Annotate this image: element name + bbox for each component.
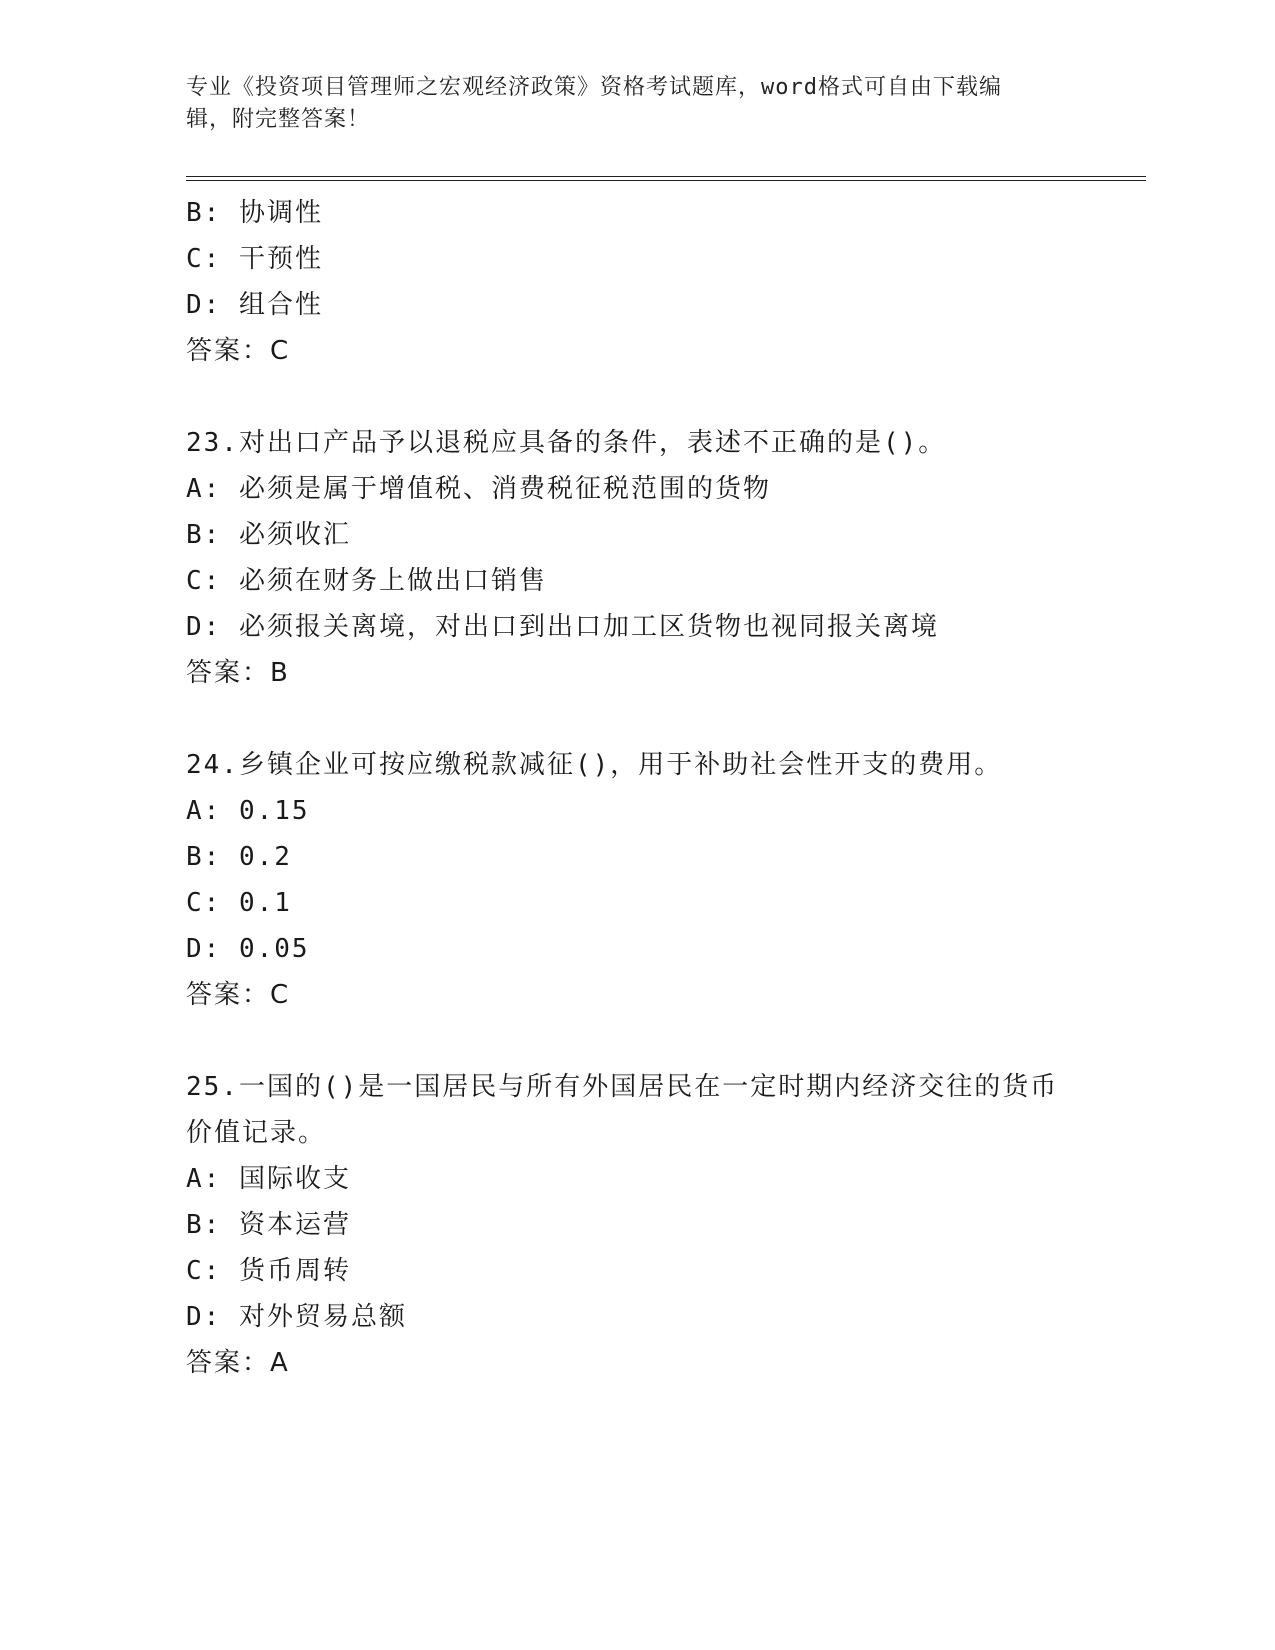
question-text: 24.乡镇企业可按应缴税款减征()，用于补助社会性开支的费用。: [186, 750, 1003, 780]
option-a: A: 0.15: [186, 796, 310, 826]
question-text: 25.一国的()是一国居民与所有外国居民在一定时期内经济交往的货币: [186, 1072, 1059, 1102]
document-header: [186, 72, 1086, 136]
option-c: C: 货币周转: [186, 1256, 351, 1286]
question-23: [186, 420, 1086, 696]
header-divider: [186, 176, 1146, 181]
answer-line: 答案：B: [186, 658, 290, 688]
option-b: B: 必须收汇: [186, 520, 351, 550]
option-d: D: 必须报关离境，对出口到出口加工区货物也视同报关离境: [186, 612, 939, 642]
header-title-line-2: 辑，附完整答案！: [186, 107, 371, 132]
option-b: B: 协调性: [186, 198, 323, 228]
question-25: [186, 1064, 1086, 1386]
question-text-continued: 价值记录。: [186, 1118, 327, 1148]
answer-line: 答案：C: [186, 980, 291, 1010]
answer-line: 答案：C: [186, 336, 291, 366]
header-title-line-1: 专业《投资项目管理师之宏观经济政策》资格考试题库，word格式可自由下载编: [186, 75, 1002, 100]
option-a: A: 必须是属于增值税、消费税征税范围的货物: [186, 474, 771, 504]
question-fragment: [186, 190, 1086, 374]
option-d: D: 对外贸易总额: [186, 1302, 407, 1332]
question-list: [186, 190, 1086, 1386]
option-d: D: 0.05: [186, 934, 310, 964]
option-c: C: 干预性: [186, 244, 323, 274]
option-a: A: 国际收支: [186, 1164, 351, 1194]
option-c: C: 0.1: [186, 888, 292, 918]
option-b: B: 0.2: [186, 842, 292, 872]
option-c: C: 必须在财务上做出口销售: [186, 566, 547, 596]
option-d: D: 组合性: [186, 290, 323, 320]
option-b: B: 资本运营: [186, 1210, 351, 1240]
answer-line: 答案：A: [186, 1348, 290, 1378]
question-text: 23.对出口产品予以退税应具备的条件，表述不正确的是()。: [186, 428, 947, 458]
question-24: [186, 742, 1086, 1018]
